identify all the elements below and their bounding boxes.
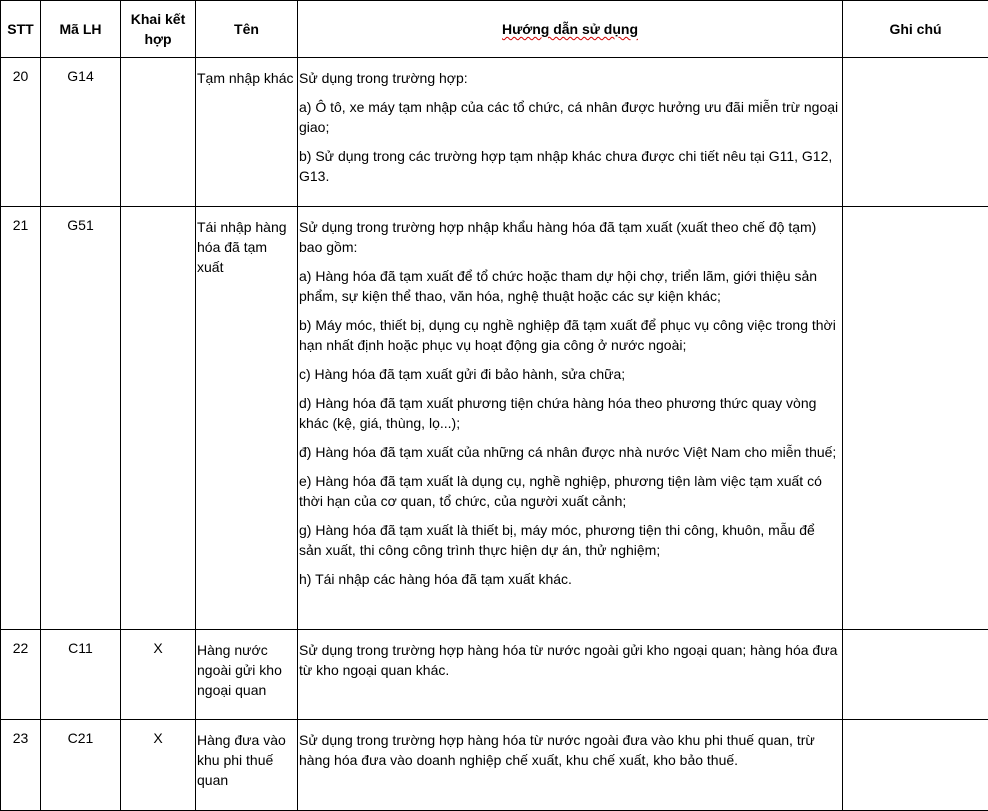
- cell-khai-ket-hop: X: [121, 630, 196, 720]
- guide-paragraph: e) Hàng hóa đã tạm xuất là dụng cụ, nghề nghiệp, phương tiện làm việc tạm xuất có thời hạn của cơ quan, tổ chức, của người xuất cảnh;: [299, 471, 840, 511]
- cell-khai-ket-hop: X: [121, 720, 196, 811]
- guide-paragraph: Sử dụng trong trường hợp hàng hóa từ nước ngoài đưa vào khu phi thuế quan, trừ hàng hóa đưa vào doanh nghiệp chế xuất, khu chế xuất, kho bảo thuế.: [299, 730, 840, 770]
- guide-paragraph: g) Hàng hóa đã tạm xuất là thiết bị, máy móc, phương tiện thi công, khuôn, mẫu để sản xuất, thi công công trình thực hiện dự án, thử nghiệm;: [299, 520, 840, 560]
- guide-paragraph: h) Tái nhập các hàng hóa đã tạm xuất khác.: [299, 569, 840, 589]
- cell-ghi-chu: [843, 207, 988, 630]
- guide-paragraph: b) Sử dụng trong các trường hợp tạm nhập khác chưa được chi tiết nêu tại G11, G12, G13.: [299, 146, 840, 186]
- cell-ma-lh: C21: [41, 720, 121, 811]
- cell-ma-lh: G14: [41, 58, 121, 207]
- cell-stt: 22: [1, 630, 41, 720]
- table-row: [1, 720, 988, 811]
- cell-huong-dan: [298, 720, 843, 811]
- cell-stt: 23: [1, 720, 41, 811]
- cell-stt: 21: [1, 207, 41, 630]
- guide-paragraph: b) Máy móc, thiết bị, dụng cụ nghề nghiệp đã tạm xuất để phục vụ công việc trong thời hạn nhất định hoặc phục vụ hoạt động gia công ở nước ngoài;: [299, 315, 840, 355]
- cell-ghi-chu: [843, 58, 988, 207]
- header-row: [1, 1, 988, 58]
- cell-ten: Hàng đưa vào khu phi thuế quan: [196, 720, 298, 811]
- header-huong-dan-text: Hướng dẫn sử dụng: [502, 21, 638, 37]
- guide-paragraph: Sử dụng trong trường hợp hàng hóa từ nước ngoài gửi kho ngoại quan; hàng hóa đưa từ kho ngoại quan khác.: [299, 640, 840, 680]
- cell-ghi-chu: [843, 630, 988, 720]
- guide-paragraph: a) Ô tô, xe máy tạm nhập của các tổ chức, cá nhân được hưởng ưu đãi miễn trừ ngoại giao;: [299, 97, 840, 137]
- cell-huong-dan: [298, 58, 843, 207]
- guide-paragraph: Sử dụng trong trường hợp nhập khẩu hàng hóa đã tạm xuất (xuất theo chế độ tạm) bao gồm:: [299, 217, 840, 257]
- cell-huong-dan: [298, 207, 843, 630]
- header-ma-lh: Mã LH: [41, 1, 121, 58]
- cell-stt: 20: [1, 58, 41, 207]
- cell-huong-dan: [298, 630, 843, 720]
- guide-paragraph: Sử dụng trong trường hợp:: [299, 68, 840, 88]
- guide-paragraph: d) Hàng hóa đã tạm xuất phương tiện chứa hàng hóa theo phương thức quay vòng khác (kệ, giá, thùng, lọ...);: [299, 393, 840, 433]
- cell-khai-ket-hop: [121, 58, 196, 207]
- cell-khai-ket-hop: [121, 207, 196, 630]
- cell-ma-lh: C11: [41, 630, 121, 720]
- guide-paragraph: đ) Hàng hóa đã tạm xuất của những cá nhân được nhà nước Việt Nam cho miễn thuế;: [299, 442, 840, 462]
- header-ten: Tên: [196, 1, 298, 58]
- header-huong-dan: [298, 1, 843, 58]
- cell-ma-lh: G51: [41, 207, 121, 630]
- table-row: [1, 58, 988, 207]
- table-row: [1, 207, 988, 630]
- guide-paragraph: c) Hàng hóa đã tạm xuất gửi đi bảo hành, sửa chữa;: [299, 364, 840, 384]
- header-ghi-chu: Ghi chú: [843, 1, 988, 58]
- header-stt: STT: [1, 1, 41, 58]
- guide-paragraph: a) Hàng hóa đã tạm xuất để tổ chức hoặc tham dự hội chợ, triển lãm, giới thiệu sản phẩm, sự kiện thể thao, văn hóa, nghệ thuật hoặc các sự kiện khác;: [299, 266, 840, 306]
- cell-ten: Hàng nước ngoài gửi kho ngoại quan: [196, 630, 298, 720]
- cell-ten: Tái nhập hàng hóa đã tạm xuất: [196, 207, 298, 630]
- cell-ghi-chu: [843, 720, 988, 811]
- cell-ten: Tạm nhập khác: [196, 58, 298, 207]
- table-row: [1, 630, 988, 720]
- header-khai-ket-hop: Khai kết hợp: [121, 1, 196, 58]
